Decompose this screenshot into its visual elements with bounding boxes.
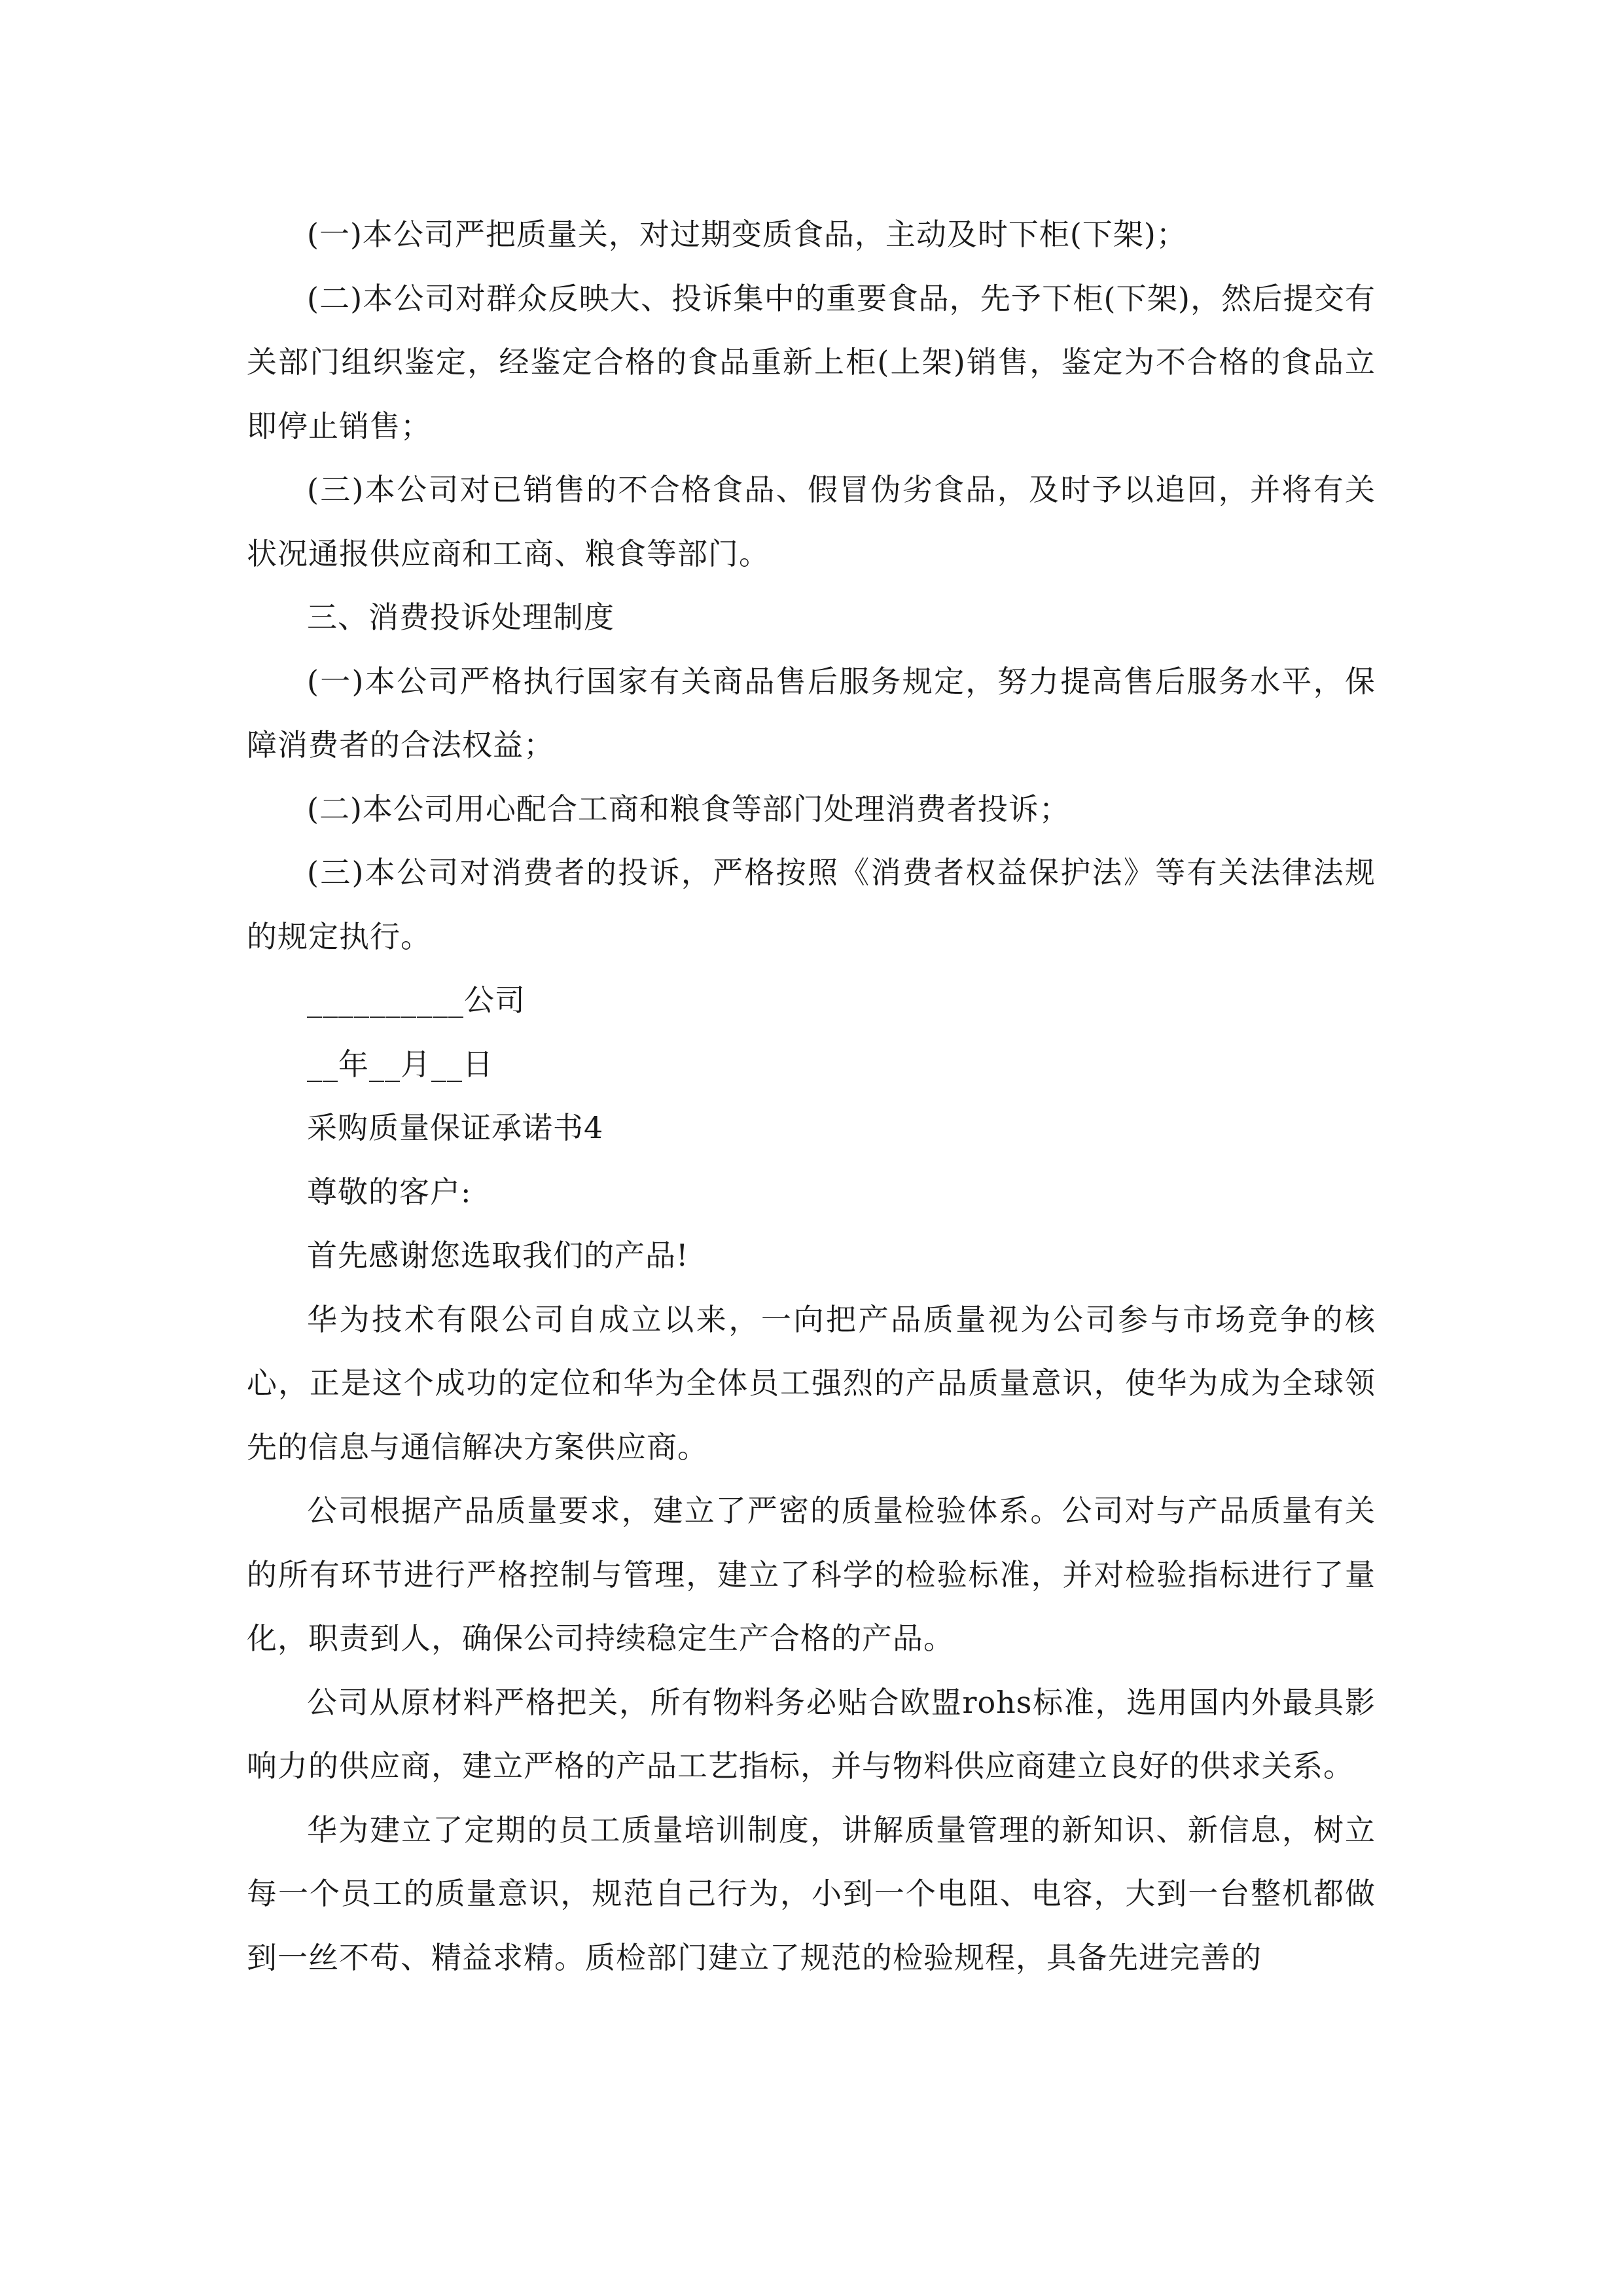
paragraph-huawei-quality-core: 华为技术有限公司自成立以来，一向把产品质量视为公司参与市场竞争的核心，正是这个成功的定位和华为全体员工强烈的产品质量意识，使华为成为全球领先的信息与通信解决方案供应商。	[247, 1301, 1376, 1465]
document-page	[247, 203, 1376, 1990]
document-title-commitment-4: 采购质量保证承诺书4	[307, 1110, 604, 1145]
salutation: 尊敬的客户:	[307, 1174, 472, 1210]
paragraph-consumer-protection-law: (三)本公司对消费者的投诉，严格按照《消费者权益保护法》等有关法律法规的规定执行。	[247, 855, 1376, 954]
paragraph-cooperate-with-authorities: (二)本公司用心配合工商和粮食等部门处理消费者投诉；	[307, 791, 1070, 827]
signature-company-line: __________公司	[307, 982, 526, 1018]
paragraph-recall-unqualified-food: (三)本公司对已销售的不合格食品、假冒伪劣食品，及时予以追回，并将有关状况通报供应商和工商、粮食等部门。	[247, 472, 1376, 571]
paragraph-complaint-food-inspection: (二)本公司对群众反映大、投诉集中的重要食品，先予下柜(下架)，然后提交有关部门组织鉴定，经鉴定合格的食品重新上柜(上架)销售，鉴定为不合格的食品立即停止销售；	[247, 280, 1376, 444]
signature-date-line: __年__月__日	[307, 1046, 493, 1082]
paragraph-remove-expired-food: (一)本公司严把质量关，对过期变质食品，主动及时下柜(下架)；	[307, 217, 1187, 252]
section-heading-consumer-complaints: 三、消费投诉处理制度	[307, 600, 615, 635]
paragraph-after-sales-service: (一)本公司严格执行国家有关商品售后服务规定，努力提高售后服务水平，保障消费者的合法权益；	[247, 663, 1376, 762]
paragraph-quality-inspection-system: 公司根据产品质量要求，建立了严密的质量检验体系。公司对与产品质量有关的所有环节进行严格控制与管理，建立了科学的检验标准，并对检验指标进行了量化，职责到人，确保公司持续稳定生产合格的产品。	[247, 1493, 1376, 1656]
paragraph-thanks: 首先感谢您选取我们的产品!	[307, 1238, 689, 1273]
paragraph-raw-materials-rohs: 公司从原材料严格把关，所有物料务必贴合欧盟rohs标准，选用国内外最具影响力的供应商，建立严格的产品工艺指标，并与物料供应商建立良好的供求关系。	[247, 1684, 1376, 1784]
paragraph-staff-quality-training: 华为建立了定期的员工质量培训制度，讲解质量管理的新知识、新信息，树立每一个员工的质量意识，规范自己行为，小到一个电阻、电容，大到一台整机都做到一丝不苟、精益求精。质检部门建立了规范的检验规程，具备先进完善的	[247, 1812, 1376, 1975]
